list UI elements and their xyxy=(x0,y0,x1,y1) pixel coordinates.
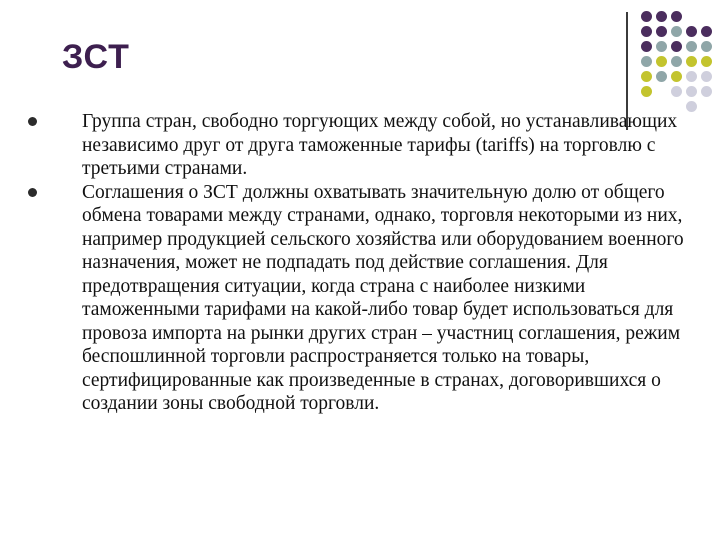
decorative-dot xyxy=(686,71,697,82)
slide-title: ЗСТ xyxy=(62,38,130,76)
decorative-dot xyxy=(686,26,697,37)
decorative-dot xyxy=(656,71,667,82)
decorative-dot xyxy=(701,56,712,67)
decorative-dot xyxy=(656,41,667,52)
decorative-dot xyxy=(641,86,652,97)
decorative-dot xyxy=(671,86,682,97)
decorative-dot xyxy=(641,41,652,52)
decorative-dot xyxy=(641,11,652,22)
decorative-dot xyxy=(656,26,667,37)
decorative-dot xyxy=(671,56,682,67)
decorative-dot xyxy=(686,56,697,67)
decorative-dot xyxy=(701,41,712,52)
bullet-dot-icon xyxy=(28,117,37,126)
decorative-dot xyxy=(656,56,667,67)
decorative-dot xyxy=(686,41,697,52)
decorative-dot xyxy=(656,11,667,22)
bullet-item xyxy=(28,110,688,181)
bullet-list xyxy=(28,110,688,416)
bullet-text: Группа стран, свободно торгующих между собой, но устанавливающих независимо друг от друга таможенные тарифы (tariffs) на торговлю с третьими странами. xyxy=(82,111,678,179)
decorative-dot xyxy=(701,86,712,97)
decorative-dot xyxy=(671,26,682,37)
decorative-dot xyxy=(671,71,682,82)
decorative-dot xyxy=(701,26,712,37)
decorative-dot xyxy=(641,26,652,37)
decorative-dot xyxy=(641,56,652,67)
decorative-dot xyxy=(701,71,712,82)
decorative-dot xyxy=(671,41,682,52)
bullet-dot-icon xyxy=(28,188,37,197)
decorative-dot xyxy=(686,86,697,97)
bullet-text: Соглашения о ЗСТ должны охватывать значительную долю от общего обмена товарами между странами, однако, торговля некоторыми из них, например продукцией сельского хозяйства или оборудованием военного назначения, может не подпадать под действие соглашения. Для предотвращения ситуации, когда страна с наиболее низкими таможенными тарифами на какой-либо товар будет использоваться для провоза импорта на рынки других стран – участниц соглашения, режим беспошлинной торговли распространяется только на товары, сертифицированные как произведенные в странах, договорившихся о создании зоны свободной торговли. xyxy=(82,181,684,414)
decorative-dot xyxy=(671,11,682,22)
bullet-item xyxy=(28,181,688,416)
decorative-dot xyxy=(641,71,652,82)
